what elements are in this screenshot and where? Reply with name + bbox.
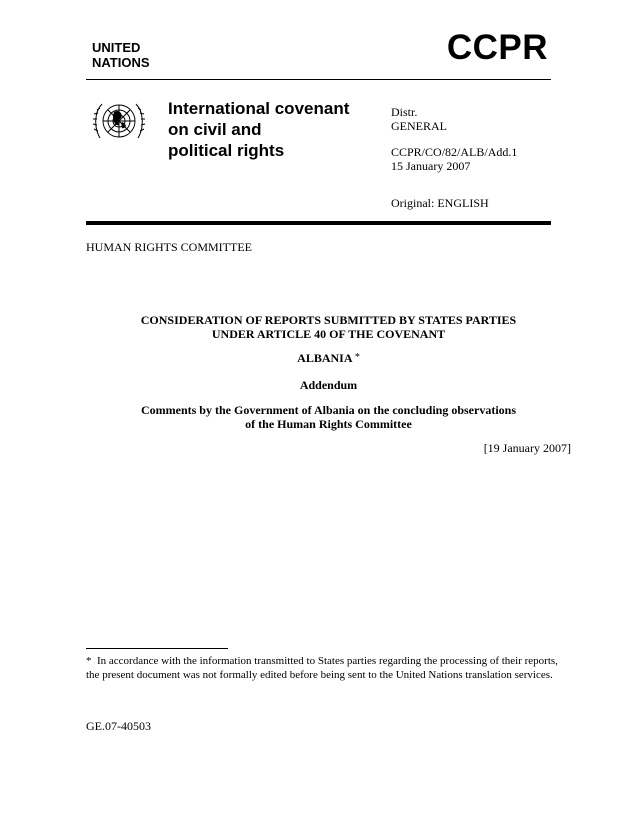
comments-title-line1: Comments by the Government of Albania on the concluding observations [140, 403, 517, 417]
document-heading-line2: UNDER ARTICLE 40 OF THE COVENANT [211, 327, 446, 341]
country-name [86, 351, 571, 365]
covenant-title-line2: on civil and [168, 120, 262, 139]
document-heading [86, 313, 571, 341]
committee-name: HUMAN RIGHTS COMMITTEE [86, 240, 252, 254]
covenant-title [168, 98, 349, 161]
footnote-marker: * [86, 655, 92, 667]
footnote [86, 654, 570, 682]
covenant-title-line3: political rights [168, 141, 285, 160]
header-divider [86, 79, 551, 80]
distribution-label: Distr. [391, 105, 418, 119]
addendum-label: Addendum [299, 378, 358, 392]
comments-title-line2: of the Human Rights Committee [245, 417, 412, 431]
document-symbol: CCPR/CO/82/ALB/Add.1 [391, 145, 518, 159]
covenant-title-line1: International covenant [168, 99, 350, 118]
document-symbol-heading: CCPR [446, 28, 548, 67]
organization-name [92, 40, 150, 70]
distribution-value: GENERAL [391, 119, 447, 133]
footnote-divider [86, 648, 228, 649]
un-emblem-icon [92, 98, 146, 144]
organization-name-line1: UNITED [92, 40, 141, 55]
header-bottom-rule [86, 221, 551, 225]
received-date: [19 January 2007] [483, 441, 571, 455]
document-heading-line1: CONSIDERATION OF REPORTS SUBMITTED BY STATES PARTIES [140, 313, 517, 327]
comments-title [86, 403, 571, 431]
country-name-text: ALBANIA [297, 351, 352, 365]
document-reference-block [391, 145, 517, 173]
original-language: Original: ENGLISH [391, 196, 489, 210]
organization-name-line2: NATIONS [92, 55, 150, 70]
distribution-block [391, 105, 447, 133]
footnote-text: In accordance with the information transmitted to States parties regarding the processing of their reports, the present document was not formally edited before being sent to the United Nations translation services. [86, 655, 558, 681]
document-date: 15 January 2007 [391, 159, 471, 173]
document-number: GE.07-40503 [86, 719, 151, 733]
country-footnote-marker: * [354, 352, 360, 363]
